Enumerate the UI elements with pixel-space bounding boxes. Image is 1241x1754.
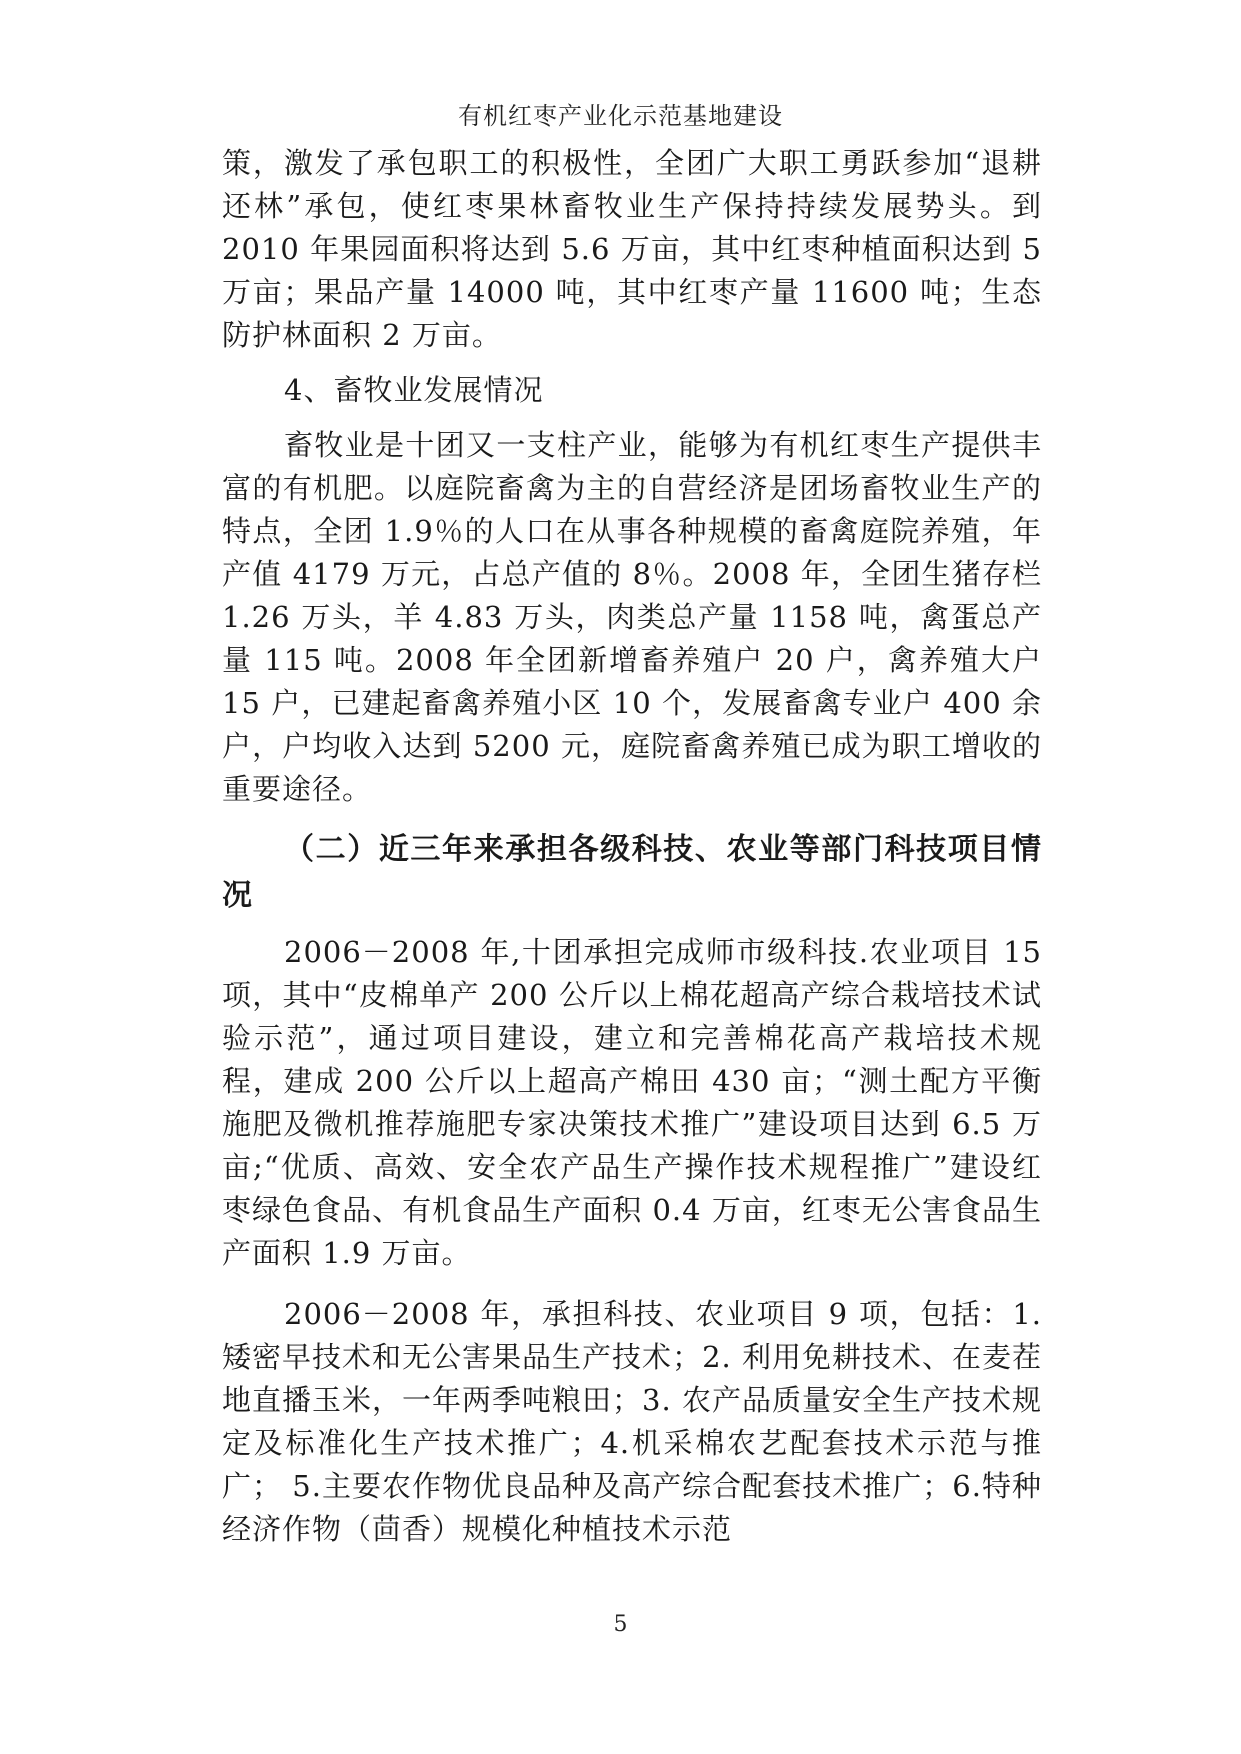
subheading-livestock: 4、畜牧业发展情况 xyxy=(284,373,544,407)
body-text xyxy=(222,142,1042,1551)
paragraph-projects-list: 2006－2008 年，承担科技、农业项目 9 项，包括：1. 矮密早技术和无公害果品生产技术；2. 利用免耕技术、在麦茬地直播玉米，一年两季吨粮田；3. 农产品质量安全生产技术规定及标准化生产技术推广；4.机采棉农艺配套技术示范与推广； 5.主要农作物优良品种及高产综合配套技术推广；6.特种经济作物（茴香）规模化种植技术示范 xyxy=(222,1297,1042,1546)
page-number: 5 xyxy=(613,1612,628,1637)
paragraph-projects-2006-2008: 2006－2008 年,十团承担完成师市级科技.农业项目 15 项，其中“皮棉单产 200 公斤以上棉花超高产综合栽培技术试验示范”，通过项目建设，建立和完善棉花高产栽培技术规程，建成 200 公斤以上超高产棉田 430 亩；“测土配方平衡施肥及微机推荐施肥专家决策技术推广”建设项目达到 6.5 万亩;“优质、高效、安全农产品生产操作技术规程推广”建设红枣绿色食品、有机食品生产面积 0.4 万亩，红枣无公害食品生产面积 1.9 万亩。 xyxy=(222,935,1042,1270)
paragraph-livestock: 畜牧业是十团又一支柱产业，能够为有机红枣生产提供丰富的有机肥。以庭院畜禽为主的自营经济是团场畜牧业生产的特点，全团 1.9％的人口在从事各种规模的畜禽庭院养殖，年产值 4179 万元，占总产值的 8％。2008 年，全团生猪存栏 1.26 万头，羊 4.83 万头，肉类总产量 1158 吨，禽蛋总产量 115 吨。2008 年全团新增畜养殖户 20 户，禽养殖大户 15 户，已建起畜禽养殖小区 10 个，发展畜禽专业户 400 余户，户均收入达到 5200 元，庭院畜禽养殖已成为职工增收的重要途径。 xyxy=(222,428,1042,806)
running-header: 有机红枣产业化示范基地建设 xyxy=(458,102,783,130)
section-heading-projects: （二）近三年来承担各级科技、农业等部门科技项目情况 xyxy=(222,832,1042,913)
paragraph-orchard-development: 策，激发了承包职工的积极性，全团广大职工勇跃参加“退耕还林”承包，使红枣果林畜牧业生产保持持续发展势头。到 2010 年果园面积将达到 5.6 万亩，其中红枣种植面积达到 5 万亩；果品产量 14000 吨，其中红枣产量 11600 吨；生态防护林面积 2 万亩。 xyxy=(222,146,1042,352)
